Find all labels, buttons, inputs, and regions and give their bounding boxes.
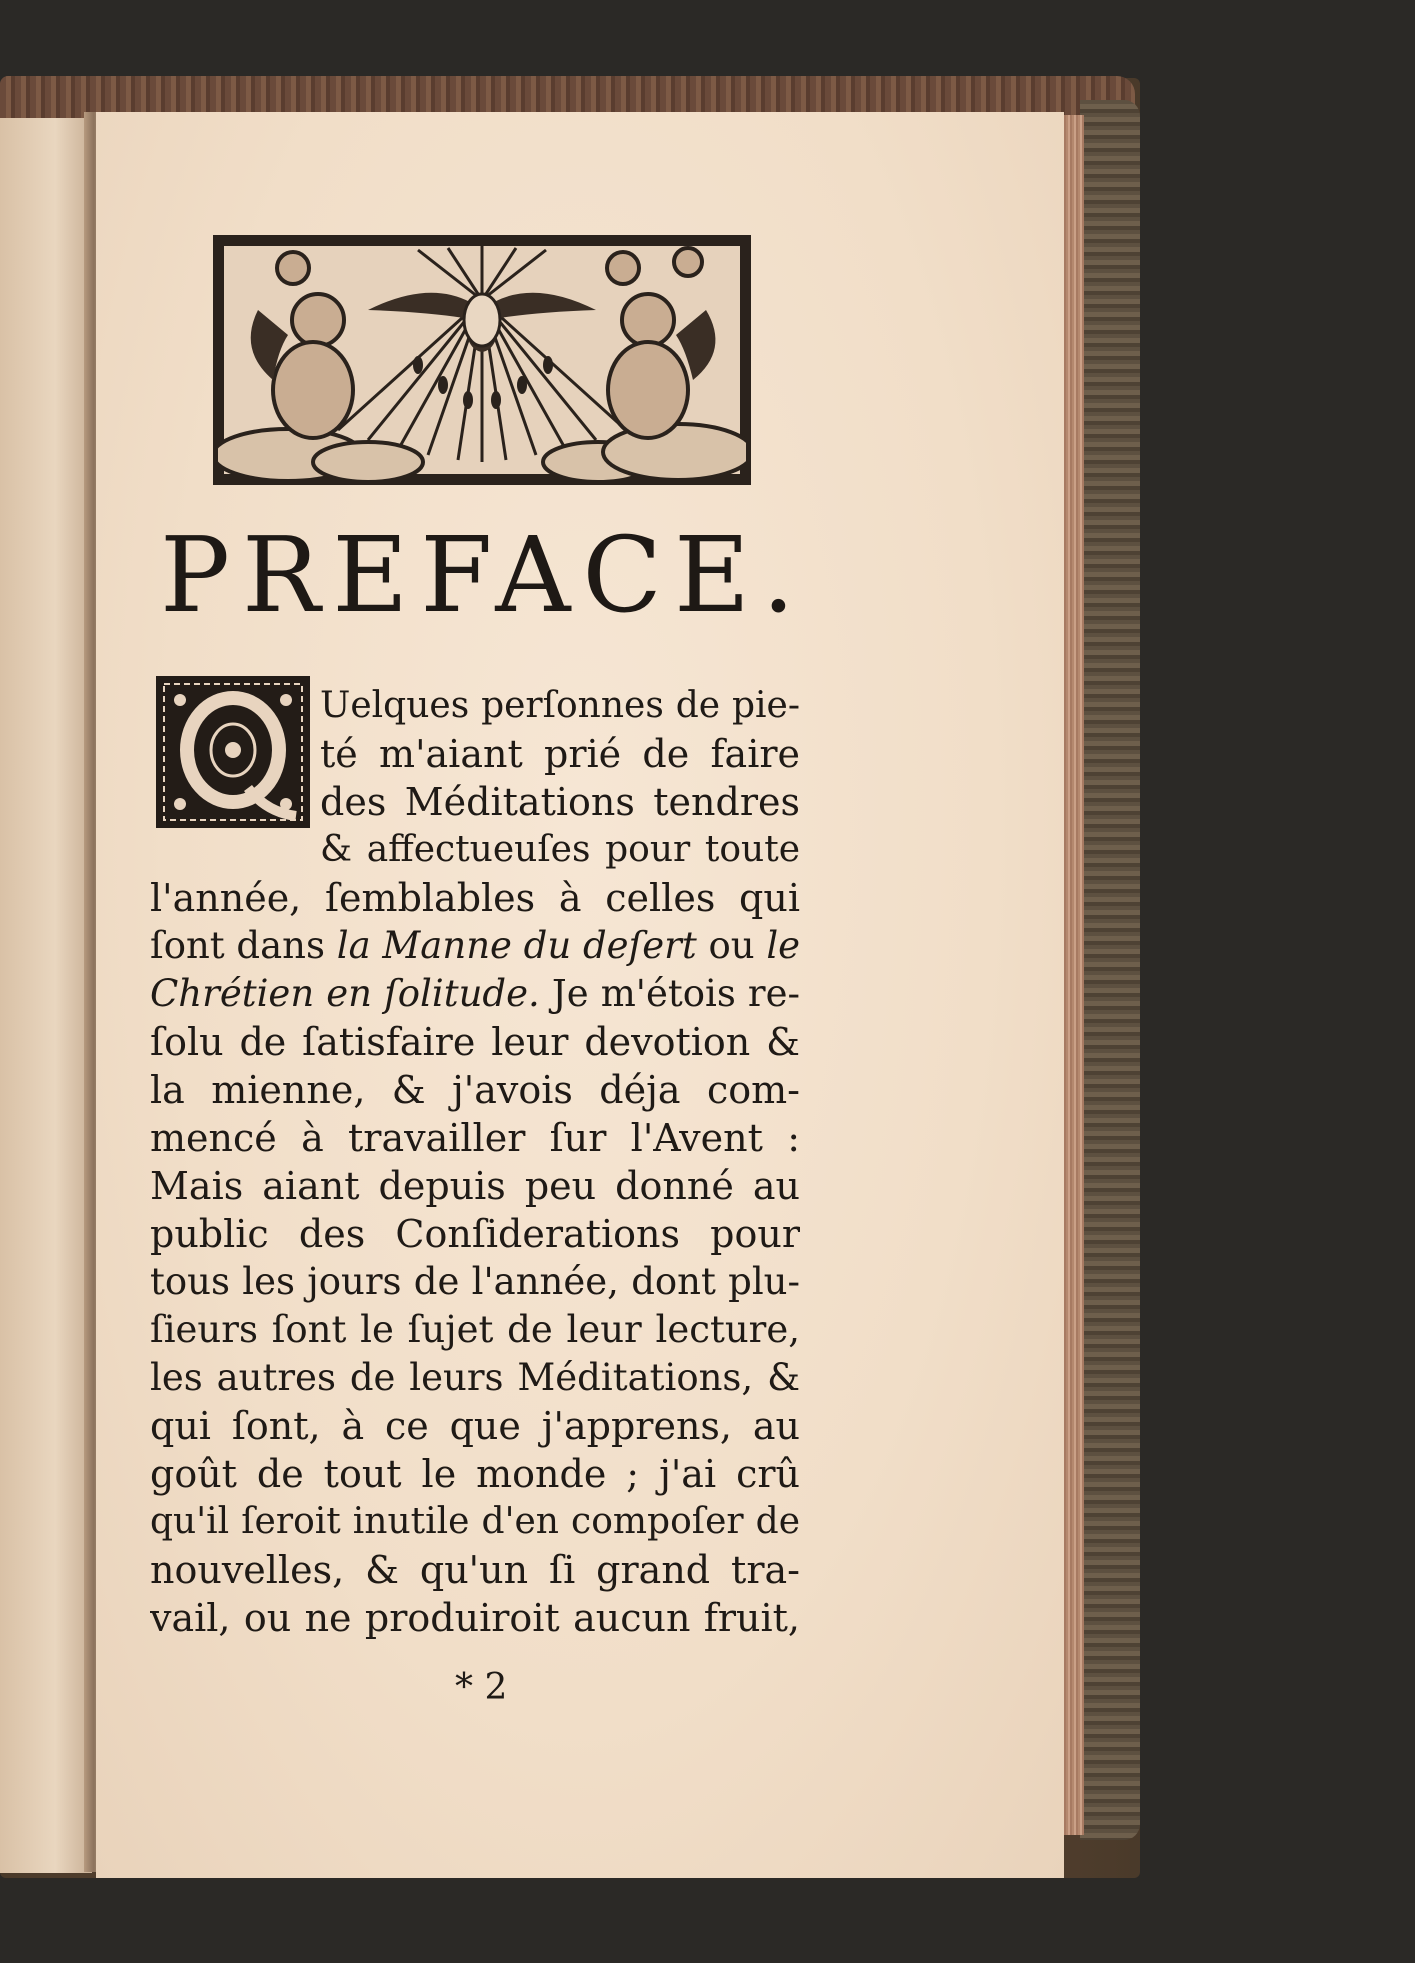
text-italic: le xyxy=(766,924,800,967)
text-line: des Méditations tendres xyxy=(320,780,800,824)
ornamental-initial-q-icon xyxy=(156,676,310,828)
text-line xyxy=(150,970,800,1018)
text-line: qu'il ſeroit inutile d'en compoſer de xyxy=(150,1501,800,1542)
text-italic: Chrétien en ſolitude. xyxy=(150,972,540,1015)
signature-mark: * 2 xyxy=(455,1667,508,1708)
text-line: qui ſont, à ce que j'apprens, au xyxy=(150,1404,800,1448)
text-roman: ou xyxy=(696,924,767,967)
text-line: la mienne, & j'avois déja com- xyxy=(150,1068,800,1112)
text-line: mencé à travailler ſur l'Avent : xyxy=(150,1116,800,1160)
text-line: ſieurs ſont le ſujet de leur lecture, xyxy=(150,1308,800,1351)
text-line: nouvelles, & qu'un ſi grand tra- xyxy=(150,1548,800,1592)
text-roman: Je m'étois re- xyxy=(539,972,800,1015)
book-fore-edge-cover xyxy=(1080,100,1140,1840)
text-line: vail, ou ne produiroit aucun fruit, xyxy=(150,1596,800,1640)
text-line: public des Conſiderations pour xyxy=(150,1212,800,1256)
text-line: tous les jours de l'année, dont plu- xyxy=(150,1260,800,1303)
page-title: PREFACE. xyxy=(160,514,807,636)
text-line: & affectueuſes pour toute xyxy=(320,829,800,870)
text-roman: ſont dans xyxy=(150,924,337,967)
text-line: les autres de leurs Méditations, & xyxy=(150,1356,800,1399)
text-line: goût de tout le monde ; j'ai crû xyxy=(150,1452,800,1496)
text-line: Uelques perſonnes de pie- xyxy=(320,685,800,726)
text-line: té m'aiant prié de faire xyxy=(320,732,800,776)
text-line: ſolu de ſatisfaire leur devotion & xyxy=(150,1020,800,1064)
text-line: l'année, ſemblables à celles qui xyxy=(150,876,800,920)
text-italic: la Manne du deſert xyxy=(336,924,697,967)
facing-page xyxy=(0,118,92,1873)
woodcut-ornament-icon xyxy=(213,235,751,485)
text-line xyxy=(150,922,800,970)
text-line: Mais aiant depuis peu donné au xyxy=(150,1164,800,1208)
